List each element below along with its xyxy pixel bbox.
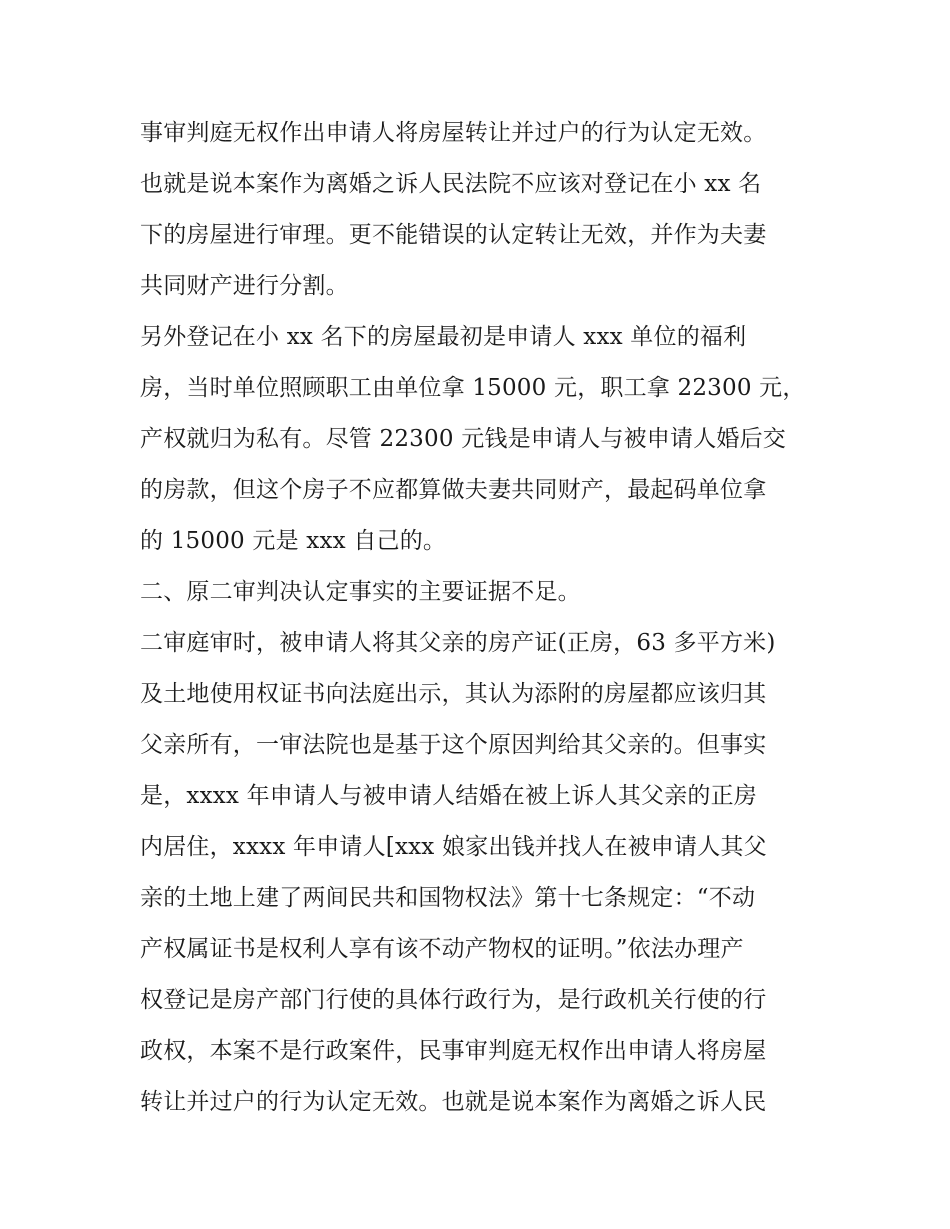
section-heading: 二、原二审判决认定事实的主要证据不足。 — [140, 579, 581, 605]
text-line: 亲的土地上建了两间民共和国物权法》第十七条规定：“不动 — [140, 885, 756, 911]
text-line: 另外登记在小 xx 名下的房屋最初是申请人 xxx 单位的福利 — [140, 324, 747, 350]
text-line: 权登记是房产部门行使的具体行政行为，是行政机关行使的行 — [140, 987, 767, 1013]
text-line: 共同财产进行分割。 — [140, 273, 349, 299]
text-line: 政权，本案不是行政案件，民事审判庭无权作出申请人将房屋 — [140, 1038, 767, 1064]
text-line: 及土地使用权证书向法庭出示，其认为添附的房屋都应该归其 — [140, 681, 767, 707]
text-line: 二审庭审时，被申请人将其父亲的房产证(正房，63 多平方米) — [140, 630, 776, 656]
text-line: 也就是说本案作为离婚之诉人民法院不应该对登记在小 xx 名 — [140, 171, 762, 197]
text-line: 房，当时单位照顾职工由单位拿 15000 元，职工拿 22300 元， — [140, 375, 806, 401]
text-line: 父亲所有，一审法院也是基于这个原因判给其父亲的。但事实 — [140, 732, 767, 758]
document-body — [140, 108, 820, 1128]
text-line: 下的房屋进行审理。更不能错误的认定转让无效，并作为夫妻 — [140, 222, 767, 248]
text-line: 内居住，xxxx 年申请人[xxx 娘家出钱并找人在被申请人其父 — [140, 834, 767, 860]
text-line: 产权就归为私有。尽管 22300 元钱是申请人与被申请人婚后交 — [140, 426, 786, 452]
text-line: 事审判庭无权作出申请人将房屋转让并过户的行为认定无效。 — [140, 120, 767, 146]
text-line: 转让并过户的行为认定无效。也就是说本案作为离婚之诉人民 — [140, 1089, 767, 1115]
text-line: 的房款，但这个房子不应都算做夫妻共同财产，最起码单位拿 — [140, 477, 767, 503]
text-line: 产权属证书是权利人享有该不动产物权的证明。”依法办理产 — [140, 936, 744, 962]
text-line: 的 15000 元是 xxx 自己的。 — [140, 528, 447, 554]
text-line: 是，xxxx 年申请人与被申请人结婚在被上诉人其父亲的正房 — [140, 783, 757, 809]
